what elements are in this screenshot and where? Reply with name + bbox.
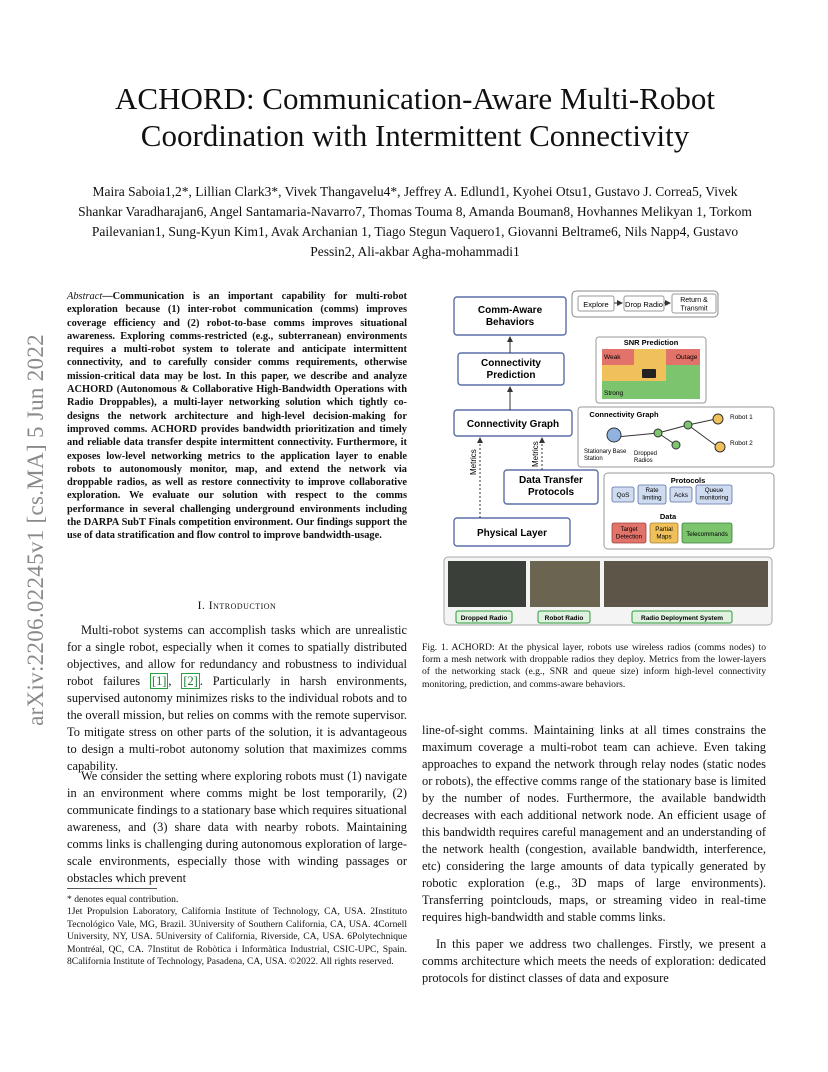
snr-label-strong: Strong <box>604 390 624 397</box>
snr-label-weak: Weak <box>604 354 621 361</box>
robot-icon <box>642 369 656 378</box>
radio-deployment-photo <box>604 561 768 607</box>
photo-label-radio-deployment: Radio Deployment System <box>641 615 723 622</box>
footnote-copyright: ©2022. All rights reserved. <box>289 956 394 968</box>
footnote-affiliations <box>67 906 407 968</box>
footnote-affiliation-text: 1Jet Propulsion Laboratory, California Institute of Technology, CA, USA. 2Instituto Tecnológico Vale, MG, Brazil. 3University of Southern California, CA, USA. 4Cornell University, NY, USA. 5University of California, Riverside, CA, USA. 6Polytechnique Montréal, QC, CA. 7Institut de Robòtica i Informàtica Industrial, CSIC-UPC, Spain. 8California Institute of Technology, Pasadena, CA, USA. <box>67 906 407 968</box>
snr-prediction-panel <box>596 337 706 403</box>
photo-label-dropped-radio: Dropped Radio <box>460 615 508 622</box>
layer-label-protocols: Data Transfer Protocols <box>519 475 583 498</box>
abstract <box>67 290 407 543</box>
graph-node-base-station: Stationary Base Station <box>584 449 627 463</box>
protocol-acks: Acks <box>673 492 689 499</box>
graph-node-robot-1: Robot 1 <box>730 414 753 421</box>
section-heading-introduction: I. Introduction <box>197 600 277 612</box>
data-target-detection: Target Detection <box>615 526 643 541</box>
layer-connectivity-graph <box>454 410 572 436</box>
protocols-title: Protocols <box>670 476 706 485</box>
figure-1-caption: Fig. 1. ACHORD: At the physical layer, robots use wireless radios (comms nodes) to form a mesh network with droppable radios they deploy. Metrics from the lower-layers of the networking stack (e.g., SNR and queue size) inform high-level connectivity monitoring, prediction, and comms-aware behaviors. <box>422 642 766 690</box>
layer-physical <box>454 518 570 546</box>
citation-1[interactable]: [1] <box>151 674 167 688</box>
intro-p1-after: . Particularly in harsh environments, supervised autonomy minimizes risks to the individual robots and to the overall mission, but relies on comms with the remote supervisor. To mitigate stress on other parts of the solution, it is advantageous to design a multi-robot autonomy solution that maximizes comms capability. <box>67 674 407 773</box>
layer-label-prediction: Connectivity Prediction <box>480 358 542 381</box>
graph-title: Connectivity Graph <box>589 410 659 419</box>
behavior-step-explore: Explore <box>583 300 609 309</box>
right-paragraph-1: line-of-sight comms. Maintaining links at all times constrains the maximum coverage a multi-robot team can achieve. Even taking approaches to expand the network through relay nodes (static nodes or robots), the effective comms range of the stationary base is limited by the number of nodes. Furthermore, the available bandwidth decreases with each additional network node. An efficient usage of this bandwidth requires careful management and an understanding of the network health (congestion, available bandwidth, interference, etc) considering the large amounts of data typically generated by robotic exploration (e.g., 3D maps of large environments). Transferring pointclouds, maps, or streaming video in real-time requires high-bandwidth and stable comms links. <box>422 723 766 924</box>
data-telecommands: Telecommands <box>686 531 728 538</box>
layer-label-comm-aware: Comm-Aware Behaviors <box>477 305 543 328</box>
layer-label-physical: Physical Layer <box>476 528 548 539</box>
snr-title: SNR Prediction <box>623 338 679 347</box>
intro-p1-before: Multi-robot systems can accomplish tasks which are unrealistic for a single robot, especially when it comes to spatially distributed objectives, and allow for redundancy and robustness to individual robot failures <box>67 623 407 688</box>
layer-connectivity-prediction <box>458 353 564 385</box>
dropped-radio-photo <box>448 561 526 607</box>
footnote-equal-contribution: * denotes equal contribution. <box>67 894 179 905</box>
citation-separator: , <box>168 674 182 688</box>
behavior-steps <box>572 291 718 317</box>
footnotes <box>67 894 407 968</box>
author-list: Maira Saboia1,2*, Lillian Clark3*, Vivek Thangavelu4*, Jeffrey A. Edlund1, Kyohei Otsu1, Gustavo J. Correa5, Vivek Shankar Varadharajan6, Angel Santamaria-Navarro7, Thomas Touma 8, Amanda Bouman8, Hovhannes Melikyan 1, Torkom Pailevanian1, Sung-Kyun Kim1, Avak Archanian 1, Tiago Stegun Vaquero1, Giovanni Beltrame6, Nils Napp4, Gustavo Pessin2, Ali-akbar Agha-mohammadi1 <box>78 184 752 259</box>
right-paragraph-2: In this paper we address two challenges. Firstly, we present a comms architecture which meets the needs of exploration: dedicated protocols for distinct classes of data and exposure <box>422 937 766 985</box>
connectivity-graph-panel <box>578 407 774 467</box>
footnote-divider <box>67 888 157 889</box>
arxiv-stamp <box>16 290 56 770</box>
abstract-label: Abstract <box>67 291 103 302</box>
intro-paragraph-1 <box>67 622 407 775</box>
protocols-data-panel <box>604 473 774 549</box>
protocol-queue-monitoring: Queue monitoring <box>699 487 729 502</box>
behavior-step-return-transmit: Return & Transmit <box>680 297 708 313</box>
paper-title: ACHORD: Communication-Aware Multi-Robot Coordination with Intermittent Connectivity <box>115 81 715 153</box>
snr-label-outage: Outage <box>676 354 698 361</box>
photo-label-robot-radio: Robot Radio <box>544 615 584 622</box>
photo-strip <box>444 557 772 625</box>
data-partial-maps: Partial Maps <box>655 526 673 541</box>
behavior-step-drop-radio: Drop Radio <box>625 300 663 309</box>
data-title: Data <box>659 512 677 521</box>
protocol-rate-limiting: Rate limiting <box>642 487 662 502</box>
metrics-label-right: Metrics <box>531 441 540 467</box>
protocol-qos: QoS <box>616 492 630 499</box>
layer-data-transfer-protocols <box>504 470 598 504</box>
intro-paragraph-2: We consider the setting where exploring robots must (1) navigate in an environment where comms might be lost temporarily, (2) communicate findings to a stationary base which requires situational awareness, and (3) share data with nearby robots. Maintaining comms links is challenging during autonomous exploration of large-scale environments, especially those with winding passages or obstacles which prevent <box>67 769 407 885</box>
robot-radio-photo <box>530 561 600 607</box>
metrics-label-left: Metrics <box>469 449 478 475</box>
graph-node-robot-2: Robot 2 <box>730 440 753 447</box>
layer-comm-aware-behaviors <box>454 297 566 335</box>
arxiv-id: arXiv:2206.02245v1 [cs.MA] 5 Jun 2022 <box>23 334 48 726</box>
graph-node-dropped-radios: Dropped Radios <box>634 451 658 465</box>
citation-2[interactable]: [2] <box>183 674 198 688</box>
abstract-text: —Communication is an important capability for multi-robot exploration because (1) inter-robot communication (comms) improves coverage efficiency and (2) robot-to-base comms improves situational awareness. Exploring comms-restricted (e.g., subterranean) environments requires a multi-robot system to tolerate and anticipate intermittent connectivity, and to carefully consider comms requirements, otherwise mission-critical data may be lost. In this paper, we describe and analyze ACHORD (Autonomous & Collaborative High-Bandwidth Operations with Radio Droppables), a multi-layer networking solution which tightly co-designs the network architecture and high-level decision-making for improved comms. ACHORD provides bandwidth prioritization and timely and reliable data transfer despite intermittent connectivity. Furthermore, it exposes low-level networking metrics to the application layer to enable robots to autonomously monitor, map, and extend the network via droppable radios, as well as restore connectivity to improve collaborative exploration. We evaluate our solution with respect to the comms performance in several challenging underground environments including the DARPA SubT Finals competition environment. Our findings support the use of data stratification and flow control to improve bandwidth-usage. <box>67 291 407 542</box>
layer-label-graph: Connectivity Graph <box>466 419 560 430</box>
figure-1-architecture <box>436 285 778 630</box>
